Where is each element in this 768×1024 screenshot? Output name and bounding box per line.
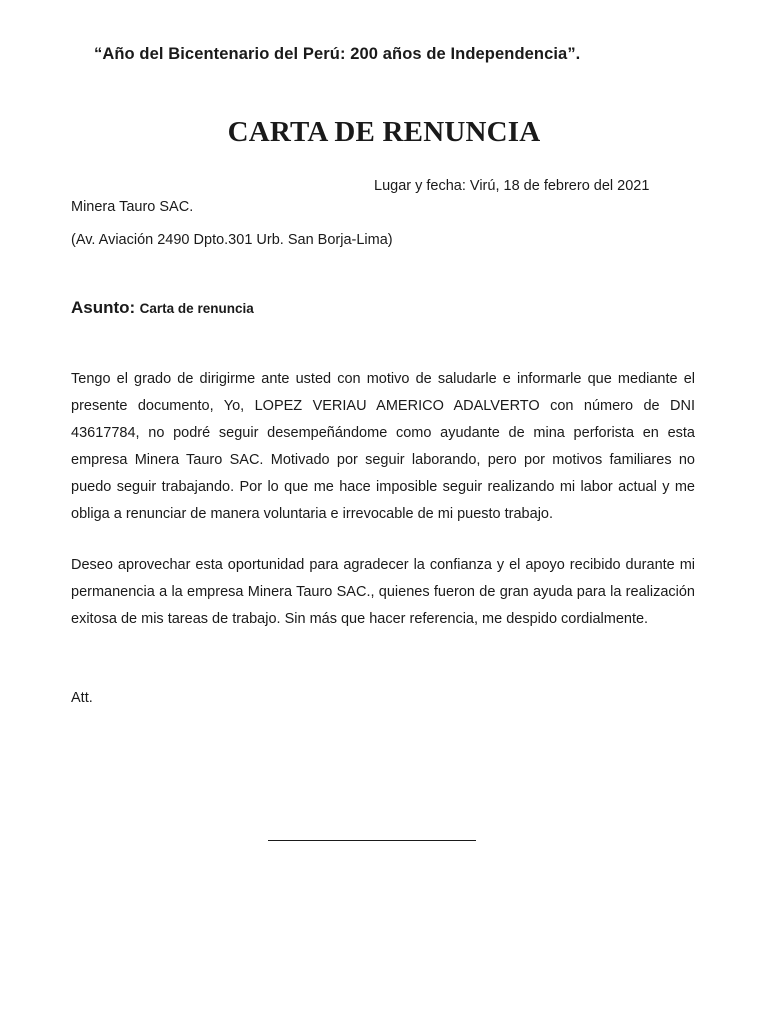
body-paragraph-2: Deseo aprovechar esta oportunidad para agradecer la confianza y el apoyo recibido durante mi permanencia a la empresa Minera Tauro SAC., quienes fueron de gran ayuda para la realización exitosa de mis tareas de trabajo. Sin más que hacer referencia, me despido cordialmente. — [71, 557, 695, 627]
recipient-name: Minera Tauro SAC. — [71, 199, 194, 215]
closing: Att. — [71, 690, 93, 706]
recipient-address: (Av. Aviación 2490 Dpto.301 Urb. San Borja-Lima) — [71, 232, 393, 248]
subject-label: Asunto: — [71, 298, 136, 317]
subject-line — [71, 298, 254, 318]
year-motto: “Año del Bicentenario del Perú: 200 años de Independencia”. — [94, 45, 581, 63]
signature-line — [268, 840, 476, 841]
subject-value: Carta de renuncia — [139, 301, 254, 316]
document-title: CARTA DE RENUNCIA — [227, 116, 541, 148]
body-paragraph-1: Tengo el grado de dirigirme ante usted con motivo de saludarle e informarle que mediante el presente documento, Yo, LOPEZ VERIAU AMERICO ADALVERTO con número de DNI 43617784, no podré seguir desempeñándome como ayudante de mina perforista en esta empresa Minera Tauro SAC. Motivado por seguir laborando, pero por motivos familiares no puedo seguir trabajando. Por lo que me hace imposible seguir realizando mi labor actual y me obliga a renunciar de manera voluntaria e irrevocable de mi puesto trabajo. — [71, 371, 695, 522]
place-date: Lugar y fecha: Virú, 18 de febrero del 2021 — [374, 178, 650, 194]
